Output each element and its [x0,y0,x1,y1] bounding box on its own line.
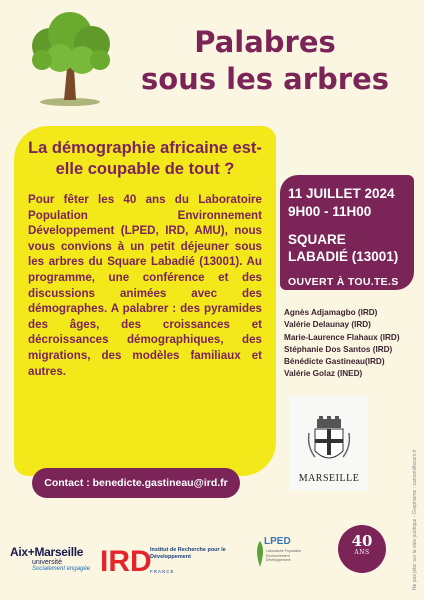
amu-logo [10,545,100,572]
speaker-item: Stéphanie Dos Santos (IRD) [284,344,393,354]
ird-logo-country: FRANCE [150,569,175,574]
title-line-2: sous les arbres [140,62,389,96]
speaker-item: Valérie Delaunay (IRD) [284,320,371,330]
lped-logo [254,533,314,581]
lped-logo-name: LPED [264,536,291,547]
ird-logo [100,543,240,577]
speaker-item: Valérie Golaz (INED) [284,369,363,379]
headline-question: La démographie africaine est-elle coupable de tout ? [28,139,262,178]
contact-email[interactable]: Contact : benedicte.gastineau@ird.fr [32,468,240,498]
lped-logo-sub: Laboratoire Population Environnement Développement [266,549,302,562]
40-years-badge [338,525,386,573]
description-text: Pour fêter les 40 ans du Laboratoire Population Environnement Développement (LPED, IRD, AMU), nous vous convions à un petit déjeuner sous les arbres du Square Labadié (13001). Au programme, une conférence et des discussions animées avec des démographes. A palabrer : des pyramides des âges, des croissances et décroissances démographiques, des migrations, des modèles familiaux et autres. [28,193,262,378]
speaker-item: Agnès Adjamagbo (IRD) [284,308,378,317]
event-place [288,231,406,265]
speakers-list [284,307,416,381]
ird-mark-icon [100,543,152,578]
speaker-item: Marie-Laurence Flahaux (IRD) [284,332,400,342]
page-title [130,24,400,98]
marseille-logo [290,396,368,490]
amu-logo-tagline: Socialement engagée [32,566,91,572]
tree-illustration [20,8,120,108]
print-credit: Ne pas jeter sur la voie publique - Graphisme : camomillecom.fr [412,449,418,590]
ird-logo-name: Institut de Recherche pour le Développement [150,547,226,560]
event-open-to-all: OUVERT À TOU.TE.S [288,276,399,288]
speaker-item: Bénédicte Gastineau(IRD) [284,357,385,367]
amu-logo-name: Aix+Marseille [10,545,84,559]
marseille-crest-icon [307,415,351,471]
event-time: 9H00 - 11H00 [288,204,372,219]
partner-logos [0,525,424,600]
marseille-label: MARSEILLE [298,473,360,484]
badge-number: 40 [351,532,373,550]
event-date: 11 JUILLET 2024 [288,186,395,201]
title-line-1: Palabres [194,25,336,59]
svg-text:IRD: IRD [100,545,152,578]
description-panel [14,126,276,476]
amu-logo-sub: université [32,559,62,566]
badge-label: ANS [354,549,370,556]
event-place-line-2: LABADIÉ (13001) [288,249,399,264]
event-place-line-1: SQUARE [288,232,346,247]
event-info-box [280,175,414,290]
